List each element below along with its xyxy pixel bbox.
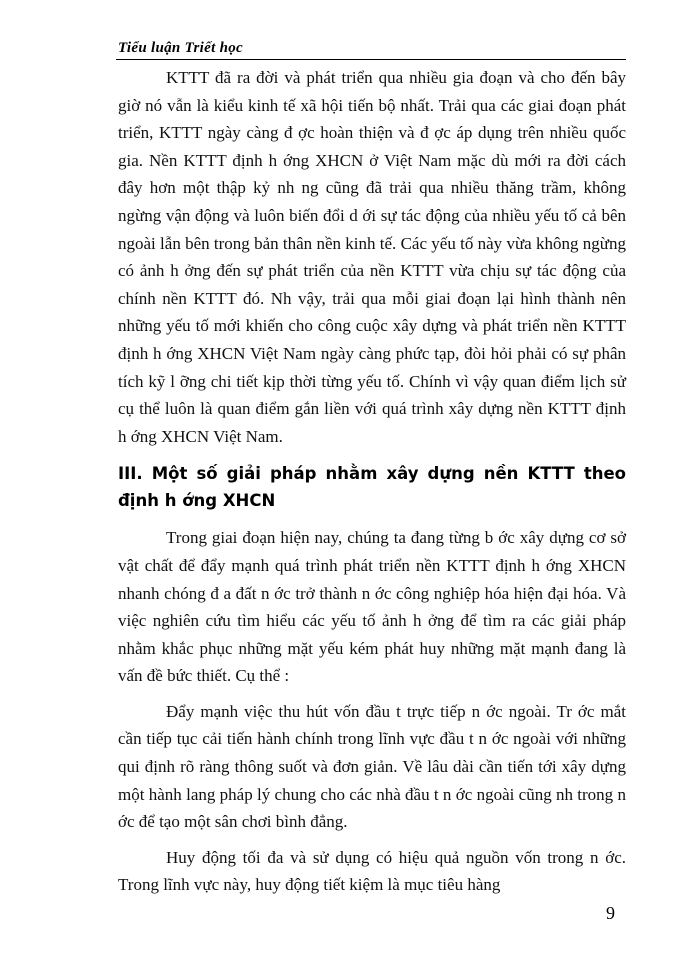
section-heading: III. Một số giải pháp nhằm xây dựng nền KTTT theo định h ớng XHCN	[118, 464, 626, 511]
body-paragraph: Đẩy mạnh việc thu hút vốn đầu t trực tiếp n ớc ngoài. Tr ớc mắt cần tiếp tục cải tiến hành chính trong lĩnh vực đầu t n ớc ngoài với những qui định rõ ràng thông suốt và đơn giản. Về lâu dài cần tiến tới xây dựng một hành lang pháp lý chung cho các nhà đầu t n ớc ngoài cũng nh trong n ớc để tạo một sân chơi bình đẳng.	[118, 701, 626, 832]
page-content	[118, 64, 626, 899]
body-paragraph: KTTT đã ra đời và phát triển qua nhiều gia đoạn và cho đến bây giờ nó vẫn là kiểu kinh tế xã hội tiến bộ nhất. Trải qua các giai đoạn phát triển, KTTT ngày càng đ ợc hoàn thiện và đ ợc áp dụng trên nhiều quốc gia. Nền KTTT định h ớng XHCN ở Việt Nam mặc dù mới ra đời cách đây hơn một thập kỷ nh ng cũng đã trải qua nhiều thăng trầm, không ngừng vận động và luôn biến đổi d ới sự tác động của nhiều yếu tố cả bên ngoài lẫn bên trong bản thân nền kinh tế. Các yếu tố này vừa không ngừng có ảnh h ởng đến sự phát triển của nền KTTT vừa chịu sự tác động của chính nền KTTT đó. Nh vậy, trải qua mỗi giai đoạn lại hình thành nên những yếu tố mới khiến cho công cuộc xây dựng và phát triển nền KTTT định h ớng XHCN Việt Nam ngày càng phức tạp, đòi hỏi phải có sự phân tích kỹ l ỡng chi tiết kịp thời từng yếu tố. Chính vì vậy quan điểm lịch sử cụ thể luôn là quan điểm gắn liền với quá trình xây dựng nền KTTT định h ớng XHCN Việt Nam.	[118, 68, 626, 446]
body-paragraph: Huy động tối đa và sử dụng có hiệu quả nguồn vốn trong n ớc. Trong lĩnh vực này, huy động tiết kiệm là mục tiêu hàng	[118, 847, 626, 895]
page-number: 9	[606, 903, 615, 923]
body-paragraph: Trong giai đoạn hiện nay, chúng ta đang từng b ớc xây dựng cơ sở vật chất để đẩy mạnh quá trình phát triển nền KTTT định h ớng XHCN nhanh chóng đ a đất n ớc trở thành n ớc công nghiệp hóa hiện đại hóa. Và việc nghiên cứu tìm hiểu các yếu tố ảnh h ởng để tìm ra các giải pháp nhằm khắc phục những mặt yếu kém phát huy những mặt mạnh đang là vấn đề bức thiết. Cụ thể :	[118, 528, 626, 686]
header-divider	[116, 59, 626, 60]
running-header-title: Tiểu luận Triết học	[118, 40, 244, 56]
